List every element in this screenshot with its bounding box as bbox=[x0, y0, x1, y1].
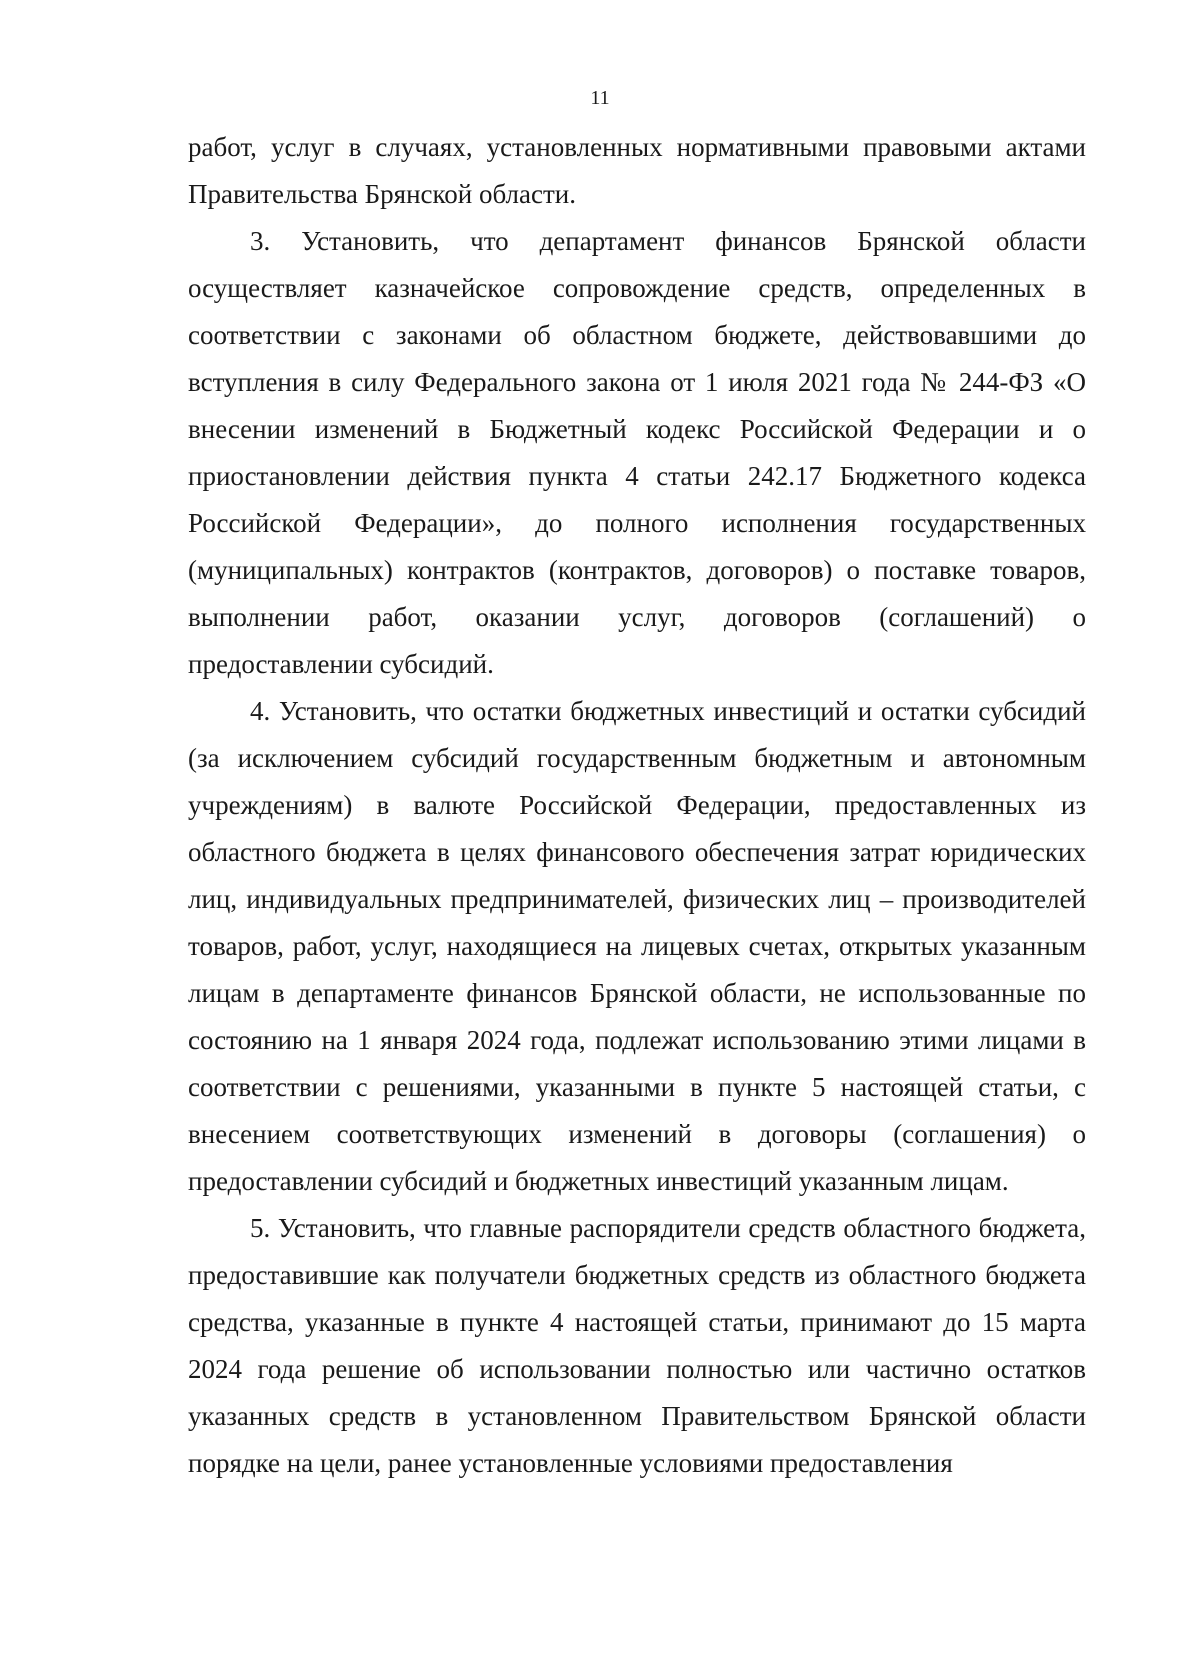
paragraph-item-4: 4. Установить, что остатки бюджетных инвестиций и остатки субсидий (за исключением субсидий государственным бюджетным и автономным учреждениям) в валюте Российской Федерации, предоставленных из областного бюджета в целях финансового обеспечения затрат юридических лиц, индивидуальных предпринимателей, физических лиц – производителей товаров, работ, услуг, находящиеся на лицевых счетах, открытых указанным лицам в департаменте финансов Брянской области, не использованные по состоянию на 1 января 2024 года, подлежат использованию этими лицами в соответствии с решениями, указанными в пункте 5 настоящей статьи, с внесением соответствующих изменений в договоры (соглашения) о предоставлении субсидий и бюджетных инвестиций указанным лицам. bbox=[188, 696, 1086, 1196]
paragraph-item-5: 5. Установить, что главные распорядители средств областного бюджета, предоставившие как получатели бюджетных средств из областного бюджета средства, указанные в пункте 4 настоящей статьи, принимают до 15 марта 2024 года решение об использовании полностью или частично остатков указанных средств в установленном Правительством Брянской области порядке на цели, ранее установленные условиями предоставления bbox=[188, 1213, 1086, 1478]
document-body bbox=[188, 124, 1086, 1487]
paragraph-item-3: 3. Установить, что департамент финансов Брянской области осуществляет казначейское сопровождение средств, определенных в соответствии с законами об областном бюджете, действовавшими до вступления в силу Федерального закона от 1 июля 2021 года № 244-ФЗ «О внесении изменений в Бюджетный кодекс Российской Федерации и о приостановлении действия пункта 4 статьи 242.17 Бюджетного кодекса Российской Федерации», до полного исполнения государственных (муниципальных) контрактов (контрактов, договоров) о поставке товаров, выполнении работ, оказании услуг, договоров (соглашений) о предоставлении субсидий. bbox=[188, 226, 1086, 679]
paragraph-continued: работ, услуг в случаях, установленных нормативными правовыми актами Правительства Брянской области. bbox=[188, 132, 1086, 209]
page-number: 11 bbox=[590, 87, 610, 109]
